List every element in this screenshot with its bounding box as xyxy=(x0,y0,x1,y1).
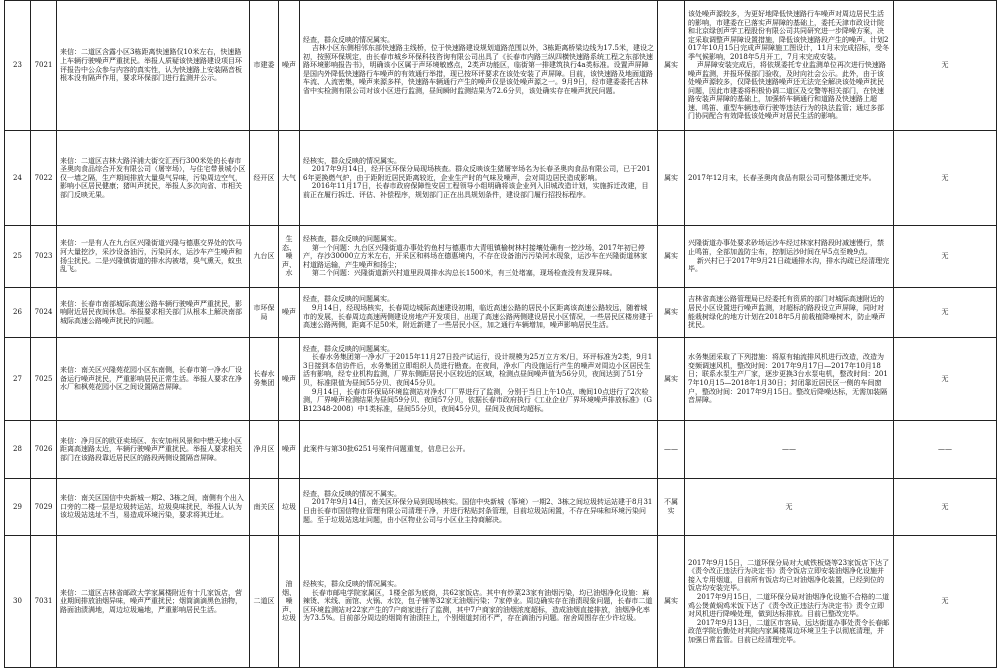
complaint-text: 来信：净月区的欧亚卖场区、东安加州风景和中懋天地小区距离高速路太近，车辆行驶噪声严重扰民。举报人要求相关部门在该路段靠近居民区的路段两侧设置隔音屏障。 xyxy=(57,421,250,479)
pollution-type: 大气 xyxy=(279,131,300,226)
row-number: 30 xyxy=(5,536,31,668)
table-row xyxy=(5,131,997,226)
complaint-text: 来信：二道区吉林省邮政大学家属楼附近有十几家饭店，营业期间排放油烟异味，噪声严重扰民；烟筒滴滴黑色油物，路面油渍满地，周边垃圾遍地，严重影响居民生活。 xyxy=(57,536,250,668)
row-number: 26 xyxy=(5,288,31,338)
table-row xyxy=(5,1,997,131)
pollution-type: 噪声 xyxy=(279,288,300,338)
table-row xyxy=(5,338,997,421)
pollution-type: 生态、噪声、水 xyxy=(279,226,300,288)
investigation-result: 经查，群众反映的情况属实。 吉林小区东侧相邻东部快速路主线桥，位于快速路建设规划道路范围以外，3栋距离桥梁边线为17.5米，建设之初，按照环保规定，由长春市城乡环保科技咨询有限公司出具了《长春市内路三纵四横快速路系统工程之东部快速路环境影响报告书》，明确该小区属于声环境敏感点，2类声功能区，临街第一排建筑执行4a类标准。设置声屏障是国内外降低快速路行车噪声的有效通行举措，现已按环评要求在该处安装了声屏障。目前，该快速路及地面道路车流、人流密集，噪声来源多样，快速路车辆通行产生的噪声仅是该处噪声源之一。9月9日，经市建委委托吉林省中实检测有限公司对该小区进行监测，昼间瞬时监测结果为72.6分贝，该处确实存在噪声扰民问题。 xyxy=(300,1,658,131)
case-code: 7024 xyxy=(31,288,57,338)
row-number: 29 xyxy=(5,479,31,536)
accountability: 无 xyxy=(894,131,997,226)
verdict: 属实 xyxy=(658,131,685,226)
investigation-result: 经核实，群众反映的情况属实。 2017年9月14日，经开区环保分局现场核查。群众反映该生猪屠宰场名为长春圣奥肉食品有限公司，已于2016年更换燃气炉，由于距附近居民距离较近，企业生产时的气味及噪声，会对周边居民造成影响。 2016年11月17日，长春市政府保障性安居工程领导小组明确将该企业列入旧城改造计划，实施拆迁改建，目前正在履行拆迁、评估、补偿程序，规划部门正在出具规划条件，建设部门履行招投标程序。 xyxy=(300,131,658,226)
responsible-dept: 九台区 xyxy=(250,226,279,288)
case-code: 7022 xyxy=(31,131,57,226)
case-code: 7026 xyxy=(31,421,57,479)
complaint-text: 来信：南关区国信中央新城一期2、3栋之间，南侧有个出入口旁的二楼一层是垃圾转运站，垃圾臭味扰民，举报人认为该垃圾站选址不当，易造成环境污染，要求将其迁址。 xyxy=(57,479,250,536)
pollution-type: 噪声 xyxy=(279,338,300,421)
row-number: 25 xyxy=(5,226,31,288)
rectification-measure: 水务集团采取了下列措施：将原有轴流排风机进行改造，改造为变频调速风机，整改时间：2017年9月17日—2017年10月18日；联系水泵生产厂家，逐步更换3台水泵电机，整改时间：2017年10月15—2018年1月30日；封闭靠近居民区一侧的车间窗户，整改时间：2017年9月15日。整改后降噪达标，无需加装隔音屏障。 xyxy=(685,338,894,421)
complaint-text: 来信：二道区含露小区3栋距离快速路仅10米左右，快速路上车辆行驶噪声严重扰民。举报人质疑该快速路建设项目环评报告中公众参与内容的真实性，认为快速路上安装隔音板根本没有隔声作用，要求环保部门进行监测并公示。 xyxy=(57,1,250,131)
responsible-dept: 南关区 xyxy=(250,479,279,536)
rectification-measure: 2017年9月15日，二道环保分局对大咸铁板烧等23家饭店下达了《责令改正违法行为决定书》责令饭店立即安装油烟净化设施并接入专用烟道，目前所有饭店均已对油烟净化装置，已经到位的饭店均安装完毕。 2017年9月15日，二道环保分局对油烟净化设施不合格的二道鸡公煲黄焖鸡米饭下达了《责令改正违法行为决定书》责令立即对风机进行降噪处理，做到达标排放。目前已整改完毕。 2017年9月13日，二道区市容局、远达街道办事处责令长春邮政范学院后勤处对其院内家属楼周边环境卫生予以彻底清理，并加强日常监管。目前已经清理完毕。 xyxy=(685,536,894,668)
verdict: 属实 xyxy=(658,288,685,338)
table-row xyxy=(5,226,997,288)
investigation-result: 经查，群众反映的问题属实。 长春水务集团第一净水厂于2015年11月27日投产试运行，设计规模为25万立方米/日，环评标准为2类，9月13日接到本信访件后，水务集团立即组织人员进行勘查。在夜间，净水厂内设施运行产生的噪声对周边小区居民生活有影响，经专业机构监测，厂界东侧距居民小区较近的区域，检测点昼间噪声值为56分贝，夜间达到了51分贝，标准限值为昼间55分贝、夜间45分贝。 9月14日，长春市环保局环境监测站对净水厂厂界进行了监测，分别于当日上午10点、晚间10点进行了2次检测，厂界噪声检测结果为昼间59分贝、夜间57分贝，依据长春市政府执行《工业企业厂界环境噪声排放标准》（GB12348-2008）中1类标准，昼间55分贝，夜间45分贝，昼间及夜间均超标。 xyxy=(300,338,658,421)
responsible-dept: 市环保局 xyxy=(250,288,279,338)
verdict: 属实 xyxy=(658,338,685,421)
row-number: 23 xyxy=(5,1,31,131)
pollution-type: 噪声 xyxy=(279,1,300,131)
investigation-result: 经查，群众反映的问题属实。 9月14日，经现场核实，长春周边城际高速建设初期，临近高速公路的居民小区距离该高速公路较远，随着城市的发展，长春周边高速两侧建设房地产开发项目，出现了高速公路两侧建设居民小区情况，一些居民区楼房建于高速公路两侧，距离不足50米，附近新建了一些居民小区，加之通行车辆增加，噪声影响居民生活。 xyxy=(300,288,658,338)
row-number: 28 xyxy=(5,421,31,479)
verdict: 属实 xyxy=(658,536,685,668)
accountability: 无 xyxy=(894,338,997,421)
case-table xyxy=(4,0,997,668)
case-code: 7025 xyxy=(31,338,57,421)
pollution-type: 垃圾 xyxy=(279,479,300,536)
complaint-text: 来信：一是有人在九台区兴隆街道兴隆与德惠交界处的饮马河大量挖沙，采沙设备油污，污染河水，运沙车产生噪声和扬尘扰民。二是兴隆镇街道的排水沟被堵，臭气熏天，蚊虫乱飞。 xyxy=(57,226,250,288)
complaint-text: 来信：南关区兴隆苑花园小区东南侧，长春市第一净水厂设备运行噪声扰民，严重影响居民正常生活。举报人要求在净水厂和枫苑花园小区之间设置隔音屏障。 xyxy=(57,338,250,421)
accountability: —— xyxy=(894,421,997,479)
responsible-dept: 净月区 xyxy=(250,421,279,479)
accountability: 无 xyxy=(894,288,997,338)
table-row xyxy=(5,536,997,668)
row-number: 24 xyxy=(5,131,31,226)
verdict: 属实 xyxy=(658,1,685,131)
case-code: 7029 xyxy=(31,479,57,536)
row-number: 27 xyxy=(5,338,31,421)
accountability: 无 xyxy=(894,479,997,536)
responsible-dept: 二道区 xyxy=(250,536,279,668)
case-code: 7021 xyxy=(31,1,57,131)
accountability: 无 xyxy=(894,536,997,668)
table-row xyxy=(5,479,997,536)
case-code: 7023 xyxy=(31,226,57,288)
accountability: 无 xyxy=(894,1,997,131)
investigation-result: 此案件与第30批6251号案件问题重复，信息已公开。 xyxy=(300,421,658,479)
rectification-measure: 无 xyxy=(685,479,894,536)
rectification-measure: —— xyxy=(685,421,894,479)
rectification-measure: 该处噪声源较多，为更好地降低快速路行车噪声对周边居民生活的影响，市建委在已落实声屏障的基础上，委托天津市政设计院和北京绿创声学工程股份有限公司共同研究进一步降噪方案，决定采取调整声屏障设置措施，降低该快速路段产生的噪声。计划2017年10月15日完成声屏障施工图设计，11月末完成招标，受冬季气候影响，2018年5月开工，7月末完成安装。 声屏障安装完成后，将依规委托专业监测单位再次进行快速路噪声监测，并报环保部门验收，及时向社会公示。此外，由于该处噪声源较多，仅降低快速路噪声还无法完全解决该处噪声扰民问题，因此市建委将积极协调二道区及交警等相关部门，在快速路安装声屏障的基础上，加强轿车辆通行和道路及快速路上超速、鸣笛、重型车辆违章行驶等违法行为的执法监管；通过多部门协同配合有效降低该处噪声对居民生活的影响。 xyxy=(685,1,894,131)
investigation-result: 经核实，群众反映的情况属实。 长春市邮电学院家属区，1楼全部为底商，共62家饭店。其中有炒菜23家有油烟污染，均已油烟净化设施：麻辣烫、米线、面馆、火锅、水饺，包子铺等32家无油烟污染；7家停业。周边确实存在油渍现象问题，长春市二道区环境监测站对22家产生的7户商家进行了监测，其中7户商家的油烟浓度超标，造成油烟直接排放，油烟净化率为73.5%。目前部分周边的烟筒有油渍挂上，个别烟道封闭不严，存在滴油污问题。宿舍周围存在少许垃圾。 xyxy=(300,536,658,668)
verdict: 属实 xyxy=(658,226,685,288)
verdict: —— xyxy=(658,421,685,479)
responsible-dept: 经开区 xyxy=(250,131,279,226)
table-row xyxy=(5,421,997,479)
table-row xyxy=(5,288,997,338)
accountability: 无 xyxy=(894,226,997,288)
investigation-result: 经核查，群众反映的问题属实。 第一个问题：九台区兴隆街道办事处钓鱼村与德惠市大青咀镇榆树林村接壤处确有一挖沙场，2017年初已停产，存沙30000立方米左右，开采区和料场在德惠境内，不存在设备油污污染河水现象，运沙车在兴隆街道林家村道路运输，产生噪声和扬尘； 第二个问题：兴隆街道新兴村道里段周排水沟总长1500米，有三处堵塞，现场检查没有发现异味。 xyxy=(300,226,658,288)
responsible-dept: 市建委 xyxy=(250,1,279,131)
investigation-result: 经查，群众反映的情况不属实。 2017年9月14日，南关区环保分局到现场核实。国信中央新城（筝境）一期2、3栋之间垃圾转运站建于8月31日由长春市国信物业管理有限公司清理干净，并进行粘贴封条管理，目前垃圾站闲置，不存在异味和环境污染问题。至于垃圾站选址问题，由小区物业公司与小区业主持商解决。 xyxy=(300,479,658,536)
complaint-text: 来信：长春市南部城际高速公路车辆行驶噪声严重扰民，影响附近居民夜间休息。举报要求相关部门从根本上解决南部城际高速公路噪声扰民的问题。 xyxy=(57,288,250,338)
rectification-measure: 2017年12月末，长春圣奥肉食品有限公司可整体搬迁完毕。 xyxy=(685,131,894,226)
rectification-measure: 吉林省高速公路管理局已经委托有资质的部门对城际高速附近的居民小区设置进行噪声监测，对超标的路段设立声屏障，同时对能栽树绿化的地方计划在2018年5月前栽植降噪树木，防止噪声扰民。 xyxy=(685,288,894,338)
complaint-text: 来信：二道区吉林大路洋浦大街交汇西行300米处的长春市圣奥肉食品综合开发有限公司（屠宰场），与住宅带景城小区仅一墙之隔，生产期间排放大量臭气异味，污染周边空气，影响小区居民健康；猪叫声扰民，举报人多次向省、市相关部门反映无果。 xyxy=(57,131,250,226)
rectification-measure: 兴隆街道办事处要求砂场运沙车经过林家村路段时减速慢行，禁止鸣笛，全部加盖防尘布，控制运沙时间在早5点至晚9点。 新兴村已于2017年9月21日疏通排水沟，排水沟疏已经清理完毕。 xyxy=(685,226,894,288)
pollution-type: 噪声 xyxy=(279,421,300,479)
verdict: 不属实 xyxy=(658,479,685,536)
responsible-dept: 长春水务集团 xyxy=(250,338,279,421)
pollution-type: 油烟、噪声、垃圾 xyxy=(279,536,300,668)
case-code: 7031 xyxy=(31,536,57,668)
